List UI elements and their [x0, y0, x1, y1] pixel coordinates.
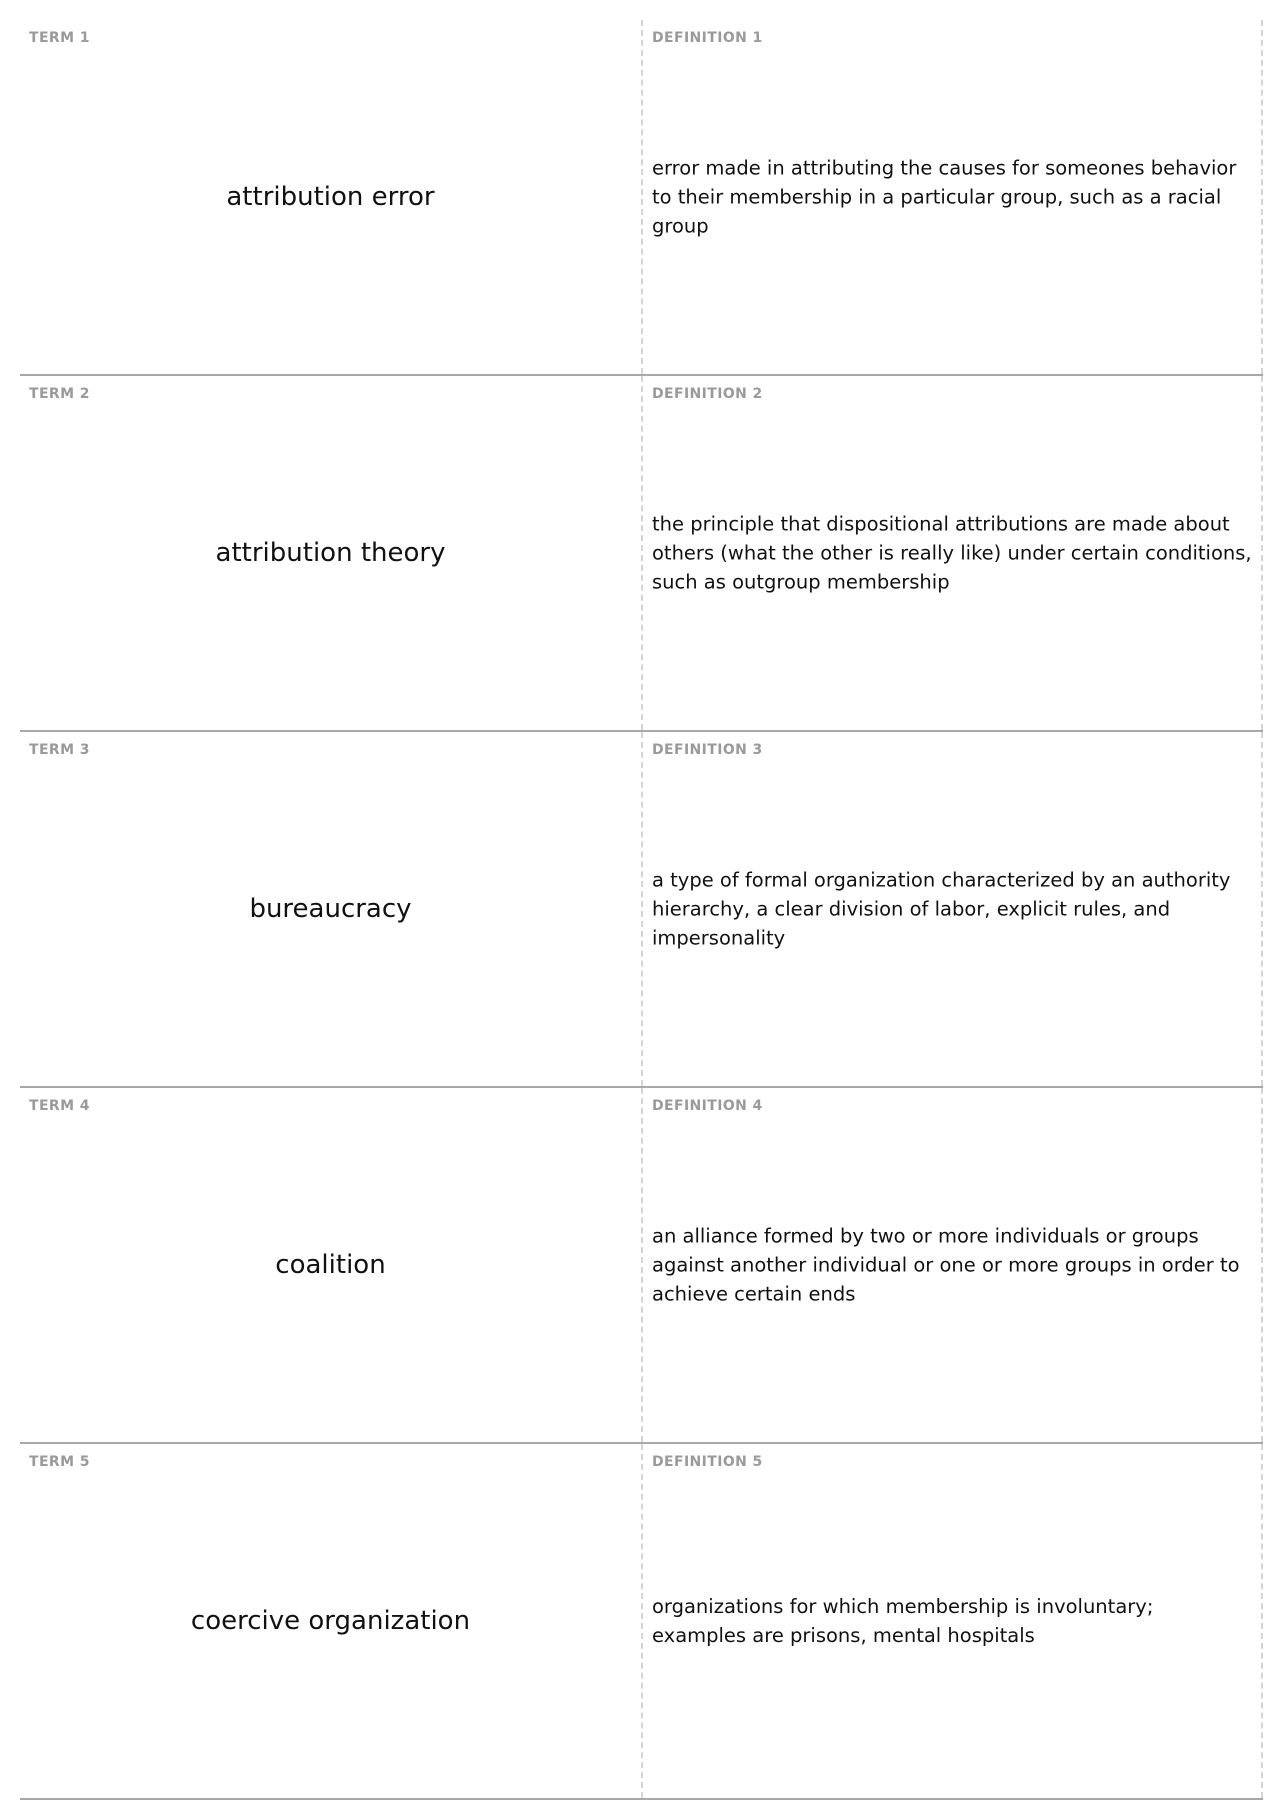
definition-label: DEFINITION 3: [652, 742, 763, 758]
definition-text: a type of formal organization characterized by an authority hierarchy, a clear division of labor, explicit rules, and impersonality: [652, 868, 1231, 950]
term-card: [20, 1444, 641, 1798]
definition-label: DEFINITION 5: [652, 1454, 763, 1470]
definition-card: [643, 1444, 1261, 1798]
cut-line: [1261, 732, 1263, 1086]
definition-text: error made in attributing the causes for someones behavior to their membership in a particular group, such as a racial group: [652, 156, 1237, 238]
definition-text: the principle that dispositional attributions are made about others (what the other is really like) under certain conditions, such as outgroup membership: [652, 512, 1252, 594]
term-label: TERM 1: [29, 30, 90, 46]
definition-card: [643, 1088, 1261, 1442]
flashcard-row: [20, 376, 1263, 732]
flashcard-row: [20, 732, 1263, 1088]
cut-line: [1261, 1088, 1263, 1442]
term-text: attribution theory: [215, 538, 446, 568]
flashcard-row: [20, 20, 1263, 376]
definition-card: [643, 376, 1261, 730]
definition-text: an alliance formed by two or more individuals or groups against another individual or one or more groups in order to achieve certain ends: [652, 1224, 1240, 1306]
flashcard-row: [20, 1444, 1263, 1800]
term-label: TERM 5: [29, 1454, 90, 1470]
definition-card: [643, 732, 1261, 1086]
definition-text: organizations for which membership is involuntary; examples are prisons, mental hospitals: [652, 1595, 1154, 1647]
term-label: TERM 2: [29, 386, 90, 402]
term-text: coalition: [275, 1250, 386, 1280]
term-card: [20, 1088, 641, 1442]
term-label: TERM 4: [29, 1098, 90, 1114]
term-label: TERM 3: [29, 742, 90, 758]
cut-line: [1261, 1444, 1263, 1798]
cut-line: [1261, 376, 1263, 730]
term-card: [20, 376, 641, 730]
term-text: attribution error: [226, 182, 435, 212]
term-card: [20, 732, 641, 1086]
definition-label: DEFINITION 4: [652, 1098, 763, 1114]
definition-label: DEFINITION 2: [652, 386, 763, 402]
term-card: [20, 20, 641, 374]
flashcard-row: [20, 1088, 1263, 1444]
flashcard-sheet: [20, 20, 1263, 1800]
term-text: bureaucracy: [249, 894, 412, 924]
definition-label: DEFINITION 1: [652, 30, 763, 46]
term-text: coercive organization: [190, 1606, 471, 1636]
definition-card: [643, 20, 1261, 374]
cut-line: [1261, 20, 1263, 374]
